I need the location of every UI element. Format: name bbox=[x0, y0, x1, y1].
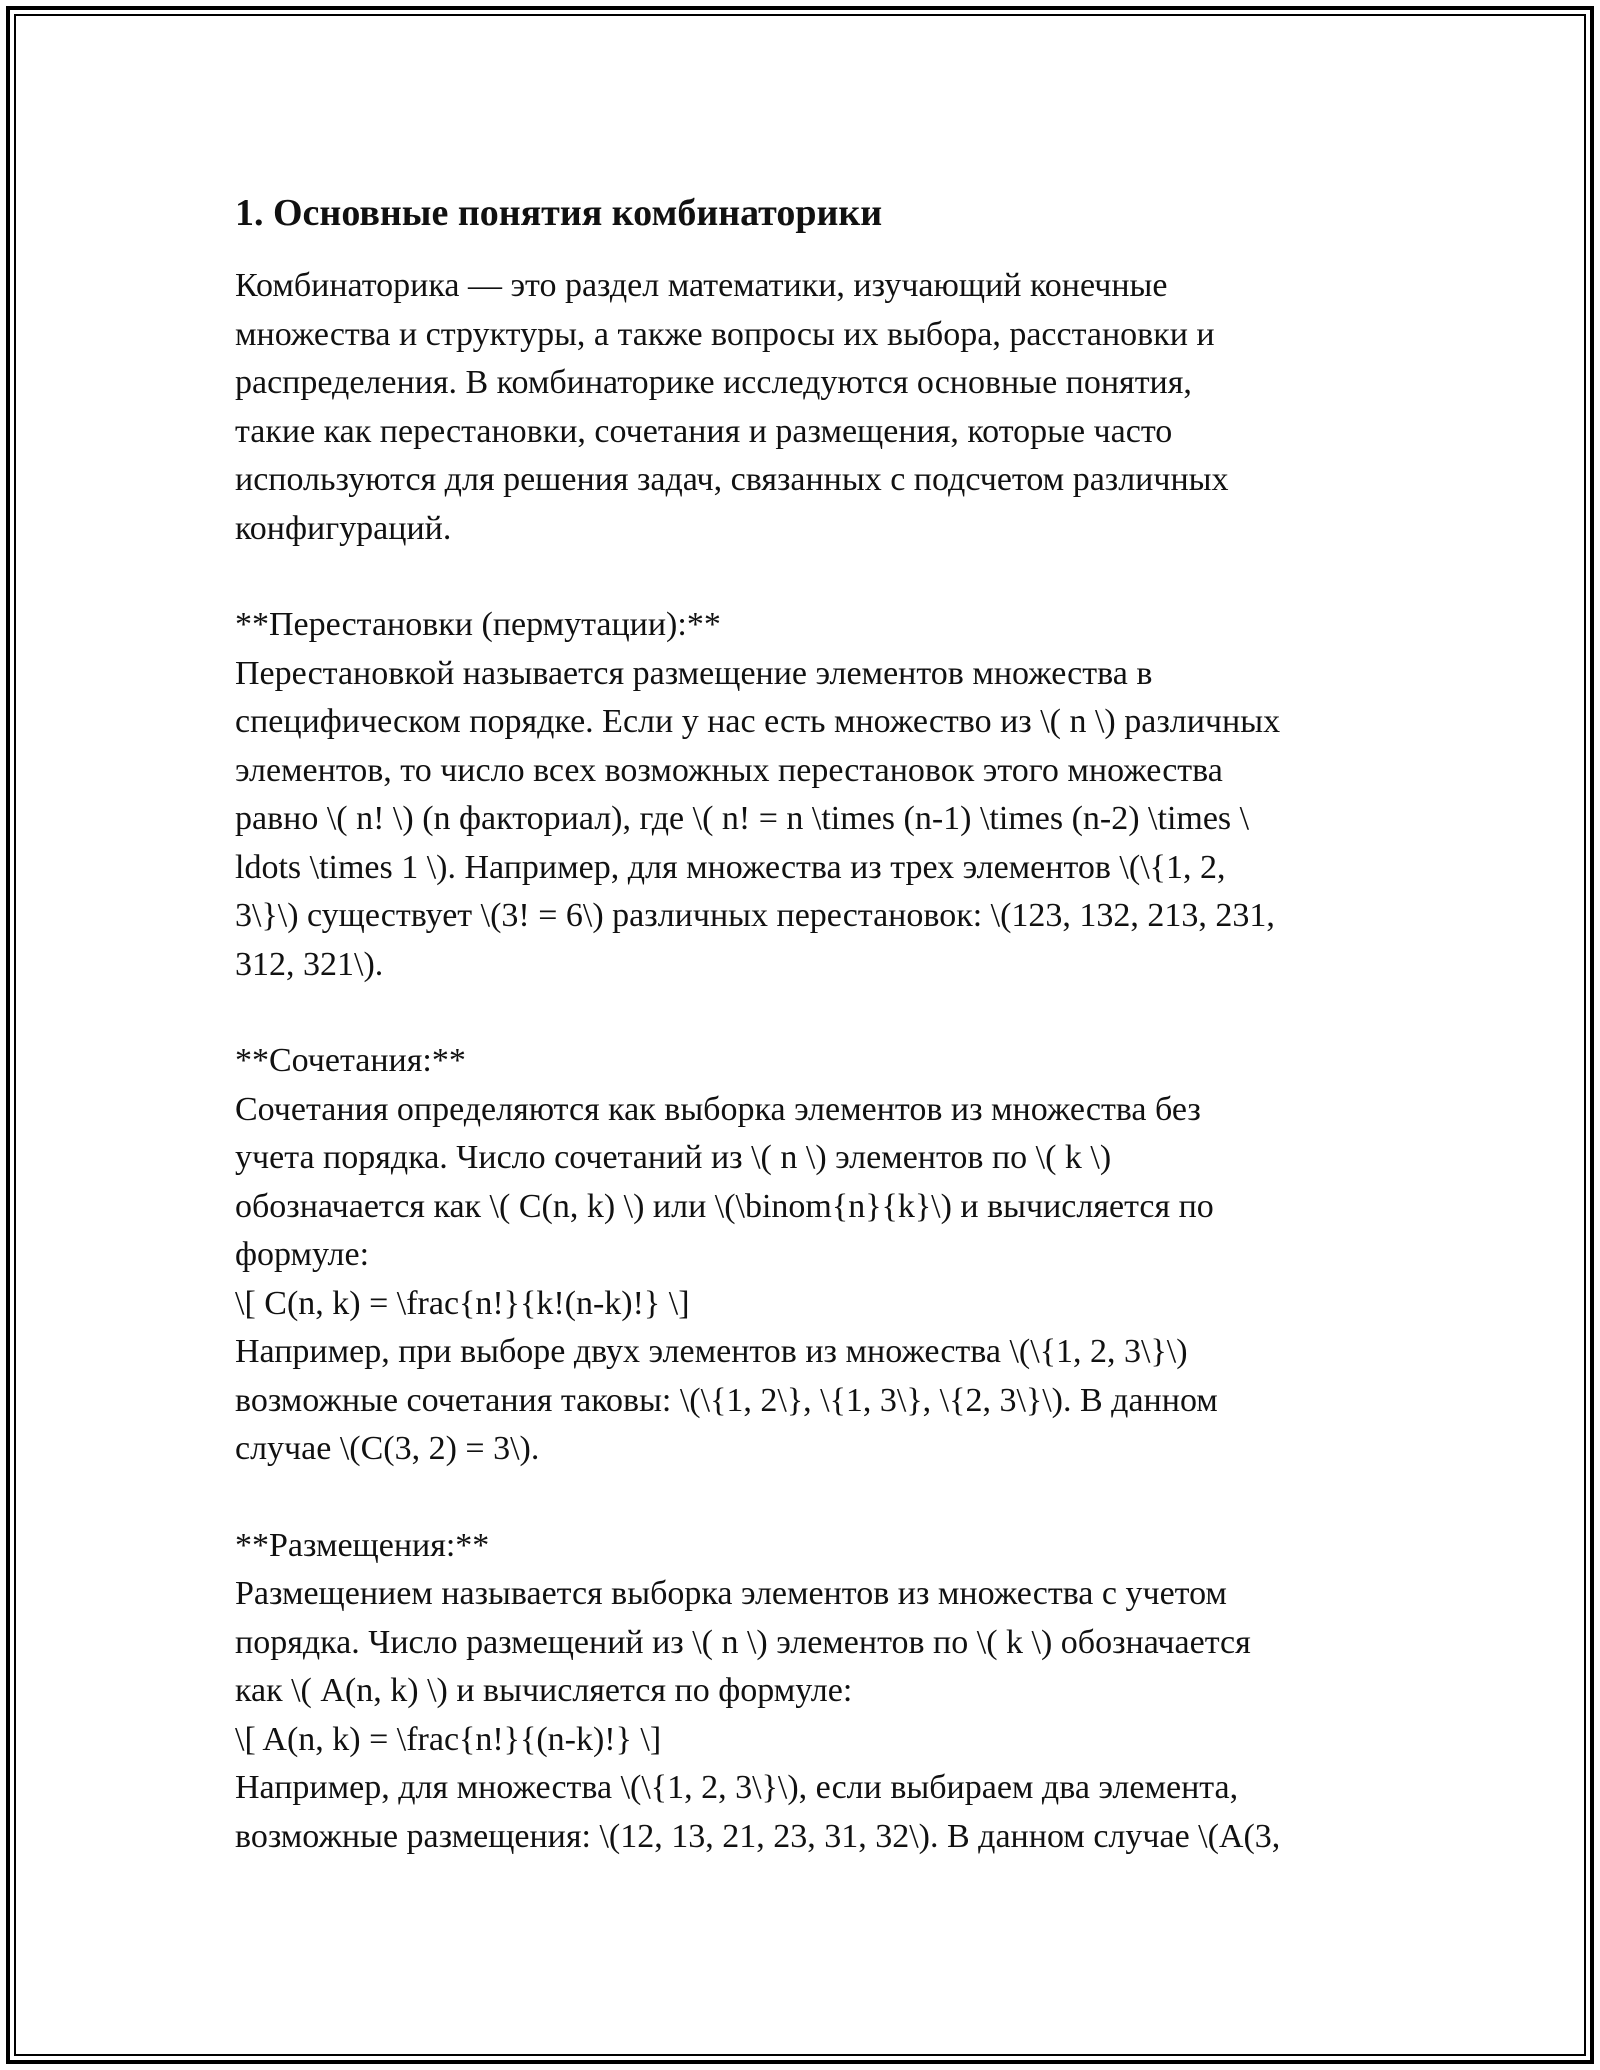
intro-paragraph bbox=[235, 262, 1375, 553]
permutations-title: **Перестановки (пермутации):** bbox=[235, 606, 721, 643]
text-line: распределения. В комбинаторике исследуются основные понятия, bbox=[235, 364, 1192, 401]
text-line: возможные сочетания таковы: \(\{1, 2\}, \{1, 3\}, \{2, 3\}\). В данном bbox=[235, 1381, 1218, 1419]
combinations-section bbox=[235, 1037, 1375, 1474]
text-line: 312, 321\). bbox=[235, 945, 384, 983]
formula-line: \[ A(n, k) = \frac{n!}{(n-k)!} \] bbox=[235, 1720, 662, 1758]
text-line: случае \(C(3, 2) = 3\). bbox=[235, 1430, 540, 1467]
permutations-section bbox=[235, 601, 1375, 989]
text-line: Например, при выборе двух элементов из множества \(\{1, 2, 3\}\) bbox=[235, 1333, 1188, 1370]
text-line: как \( A(n, k) \) и вычисляется по формуле: bbox=[235, 1672, 853, 1709]
text-line: Например, для множества \(\{1, 2, 3\}\), если выбираем два элемента, bbox=[235, 1769, 1239, 1806]
combinations-title: **Сочетания:** bbox=[235, 1042, 466, 1079]
text-line: Комбинаторика — это раздел математики, изучающий конечные bbox=[235, 267, 1168, 304]
text-line: конфигураций. bbox=[235, 509, 452, 547]
text-line: учета порядка. Число сочетаний из \( n \) элементов по \( k \) bbox=[235, 1139, 1112, 1176]
text-line: множества и структуры, а также вопросы их выбора, расстановки и bbox=[235, 315, 1215, 353]
text-line: возможные размещения: \(12, 13, 21, 23, 31, 32\). В данном случае \(A(3, bbox=[235, 1817, 1281, 1855]
text-line: ldots \times 1 \). Например, для множества из трех элементов \(\{1, 2, bbox=[235, 848, 1226, 886]
arrangements-title: **Размещения:** bbox=[235, 1526, 490, 1564]
text-line: формуле: bbox=[235, 1236, 370, 1273]
text-line: элементов, то число всех возможных перестановок этого множества bbox=[235, 751, 1223, 789]
text-line: порядка. Число размещений из \( n \) элементов по \( k \) обозначается bbox=[235, 1623, 1251, 1661]
arrangements-section bbox=[235, 1522, 1375, 1862]
section-heading: 1. Основные понятия комбинаторики bbox=[235, 192, 883, 234]
text-line: Перестановкой называется размещение элементов множества в bbox=[235, 654, 1153, 692]
text-line: такие как перестановки, сочетания и размещения, которые часто bbox=[235, 412, 1173, 450]
text-line: обозначается как \( C(n, k) \) или \(\binom{n}{k}\) и вычисляется по bbox=[235, 1187, 1214, 1225]
text-line: Сочетания определяются как выборка элементов из множества без bbox=[235, 1090, 1201, 1128]
text-line: используются для решения задач, связанных с подсчетом различных bbox=[235, 461, 1229, 498]
document-body bbox=[235, 186, 1375, 1909]
text-line: 3\}\) существует \(3! = 6\) различных перестановок: \(123, 132, 213, 231, bbox=[235, 897, 1275, 934]
text-line: специфическом порядке. Если у нас есть множество из \( n \) различных bbox=[235, 703, 1281, 740]
text-line: Размещением называется выборка элементов из множества с учетом bbox=[235, 1575, 1227, 1612]
text-line: равно \( n! \) (n факториал), где \( n! = n \times (n-1) \times (n-2) \times \ bbox=[235, 800, 1250, 837]
formula-line: \[ C(n, k) = \frac{n!}{k!(n-k)!} \] bbox=[235, 1284, 690, 1322]
